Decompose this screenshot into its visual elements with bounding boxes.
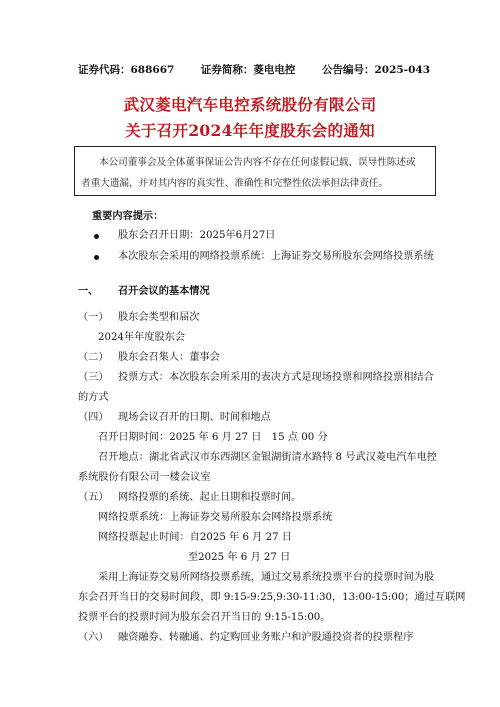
item-label: （三）	[78, 372, 109, 383]
voting-description: 采用上海证券交易所网络投票系统，通过交易系统投票平台的投票时间为股	[98, 572, 435, 583]
notice-title: 关于召开2024年年度股东会的通知	[125, 121, 375, 140]
highlight-item-date: 股东会召开日期：2025年6月27日	[118, 230, 276, 241]
highlight-item-system: 本次股东会采用的网络投票系统：上海证券交易所股东会网络投票系统	[118, 251, 434, 262]
item-text: 网络投票的系统、起止日期和投票时间。	[118, 492, 302, 503]
meeting-place: 召开地点：湖北省武汉市东西湖区金银湖街清水路特 8 号武汉菱电汽车电控	[98, 452, 437, 463]
voting-description: 投票平台的投票时间为股东会召开当日的 9:15-15:00。	[78, 612, 331, 623]
meeting-time: 召开日期时间：2025 年 6 月 27 日 15 点 00 分	[98, 432, 328, 443]
item-text: 股东会类型和届次	[118, 312, 200, 323]
disclaimer-line-1: 本公司董事会及全体董事保证公告内容不存在任何虚假记载、误导性陈述或	[99, 157, 416, 168]
disclaimer-box	[74, 146, 436, 196]
item-label: （六）	[78, 632, 109, 643]
voting-description: 东会召开当日的交易时间段，即 9:15-9:25,9:30-11:30，13:00-15:00；通过互联网	[78, 592, 466, 603]
meeting-place-continued: 系统股份有限公司一楼会议室	[78, 472, 211, 483]
item-text: 股东会召集人：董事会	[118, 352, 220, 363]
voting-end: 至2025 年 6 月 27 日	[188, 552, 291, 563]
item-label: （四）	[78, 412, 109, 423]
bullet-icon	[94, 234, 99, 239]
item-label: （五）	[78, 492, 109, 503]
voting-system: 网络投票系统：上海证券交易所股东会网络投票系统	[98, 512, 333, 523]
highlights-heading: 重要内容提示：	[92, 210, 164, 222]
section-number: 一、	[78, 285, 99, 297]
section-heading: 召开会议的基本情况	[118, 285, 210, 297]
company-title: 武汉菱电汽车电控系统股份有限公司	[123, 95, 377, 114]
item-text: 融资融券、转融通、约定购回业务账户和沪股通投资者的投票程序	[118, 632, 414, 643]
announcement-header	[78, 62, 430, 77]
item-text: 投票方式：本次股东会所采用的表决方式是现场投票和网络投票相结合	[118, 372, 434, 383]
security-code: 证券代码：688667	[78, 64, 175, 76]
announcement-number: 公告编号：2025-043	[322, 64, 430, 76]
item-label: （二）	[78, 352, 109, 363]
security-name: 证券简称：菱电电控	[200, 64, 296, 76]
disclaimer-line-2: 者重大遗漏，并对其内容的真实性、准确性和完整性依法承担法律责任。	[81, 178, 388, 189]
item-value: 2024年年度股东会	[98, 332, 186, 343]
item-text: 现场会议召开的日期、时间和地点	[118, 412, 271, 423]
voting-start: 网络投票起止时间：自2025 年 6 月 27 日	[98, 532, 292, 543]
item-label: （一）	[78, 312, 109, 323]
item-text-continued: 的方式	[78, 392, 109, 403]
bullet-icon	[94, 255, 99, 260]
